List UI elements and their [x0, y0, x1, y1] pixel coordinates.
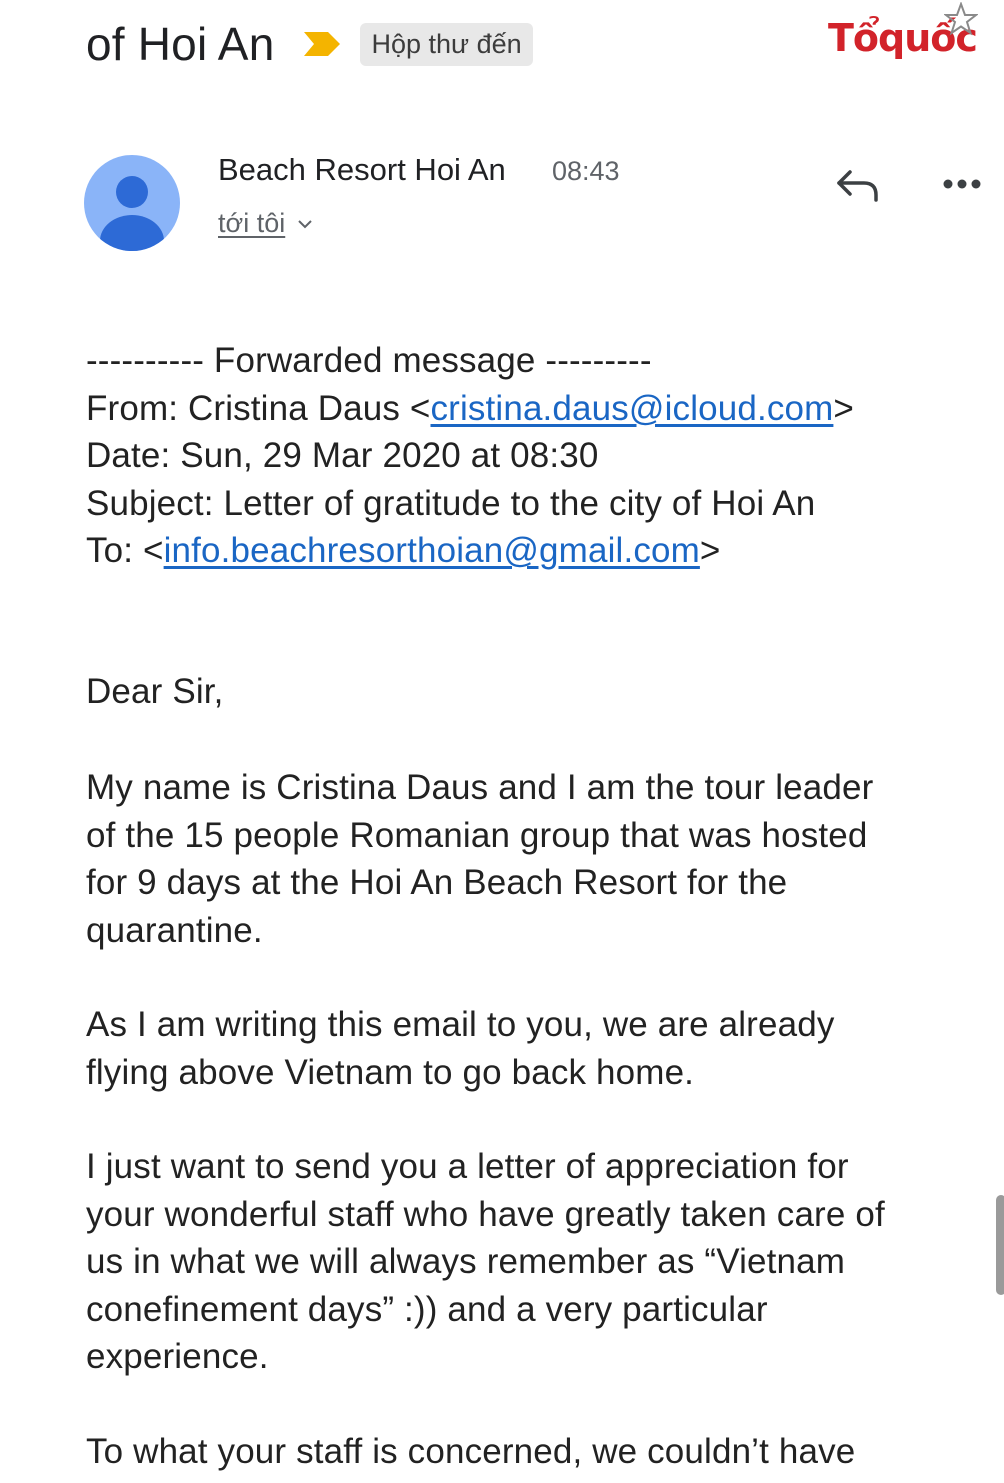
more-horizontal-icon [940, 174, 984, 194]
sent-time: 08:43 [552, 156, 620, 186]
reply-icon [834, 166, 882, 204]
paragraph-4: To what your staff is concerned, we couldn’t have [86, 1432, 856, 1471]
reply-button[interactable] [834, 166, 882, 204]
paragraph-1: My name is Cristina Daus and I am the tour leader of the 15 people Romanian group that was hosted for 9 days at the Hoi An Beach Resort for the quarantine. [86, 768, 874, 950]
forwarded-divider: ---------- Forwarded message --------- [86, 341, 652, 380]
recipient-details-toggle[interactable] [218, 208, 313, 239]
chevron-down-icon [297, 218, 313, 230]
forwarded-header [86, 337, 854, 575]
more-options-button[interactable] [940, 174, 984, 194]
paragraph-2: As I am writing this email to you, we are already flying above Vietnam to go back home. [86, 1005, 835, 1092]
sender-name[interactable]: Beach Resort Hoi An [218, 152, 506, 187]
recipient-label: tới tôi [218, 208, 286, 238]
to-email-link[interactable]: info.beachresorthoian@gmail.com [163, 531, 700, 570]
inbox-label-chip[interactable]: Hộp thư đến [360, 23, 532, 66]
person-icon [84, 155, 180, 251]
forwarded-from: From: Cristina Daus <cristina.daus@icloud.com> [86, 388, 854, 428]
forwarded-to: To: <info.beachresorthoian@gmail.com> [86, 531, 721, 570]
greeting: Dear Sir, [86, 672, 224, 711]
watermark-text: Tổquốc [828, 16, 977, 60]
paragraph-3: I just want to send you a letter of appreciation for your wonderful staff who have greatly taken care of us in what we will always remember as “Vietnam conefinement days” :)) and a very particular experience. [86, 1147, 885, 1376]
email-subject-row [86, 14, 533, 74]
star-icon[interactable] [944, 2, 978, 36]
forwarded-date: Date: Sun, 29 Mar 2020 at 08:30 [86, 436, 599, 475]
sender-avatar[interactable] [84, 155, 180, 251]
forwarded-subject: Subject: Letter of gratitude to the city of Hoi An [86, 483, 816, 523]
scrollbar-thumb[interactable] [996, 1195, 1004, 1295]
label-important-icon[interactable] [302, 29, 342, 59]
from-email-link[interactable]: cristina.daus@icloud.com [430, 388, 834, 428]
toquoc-watermark-logo [828, 2, 978, 64]
email-subject: of Hoi An [86, 18, 275, 70]
